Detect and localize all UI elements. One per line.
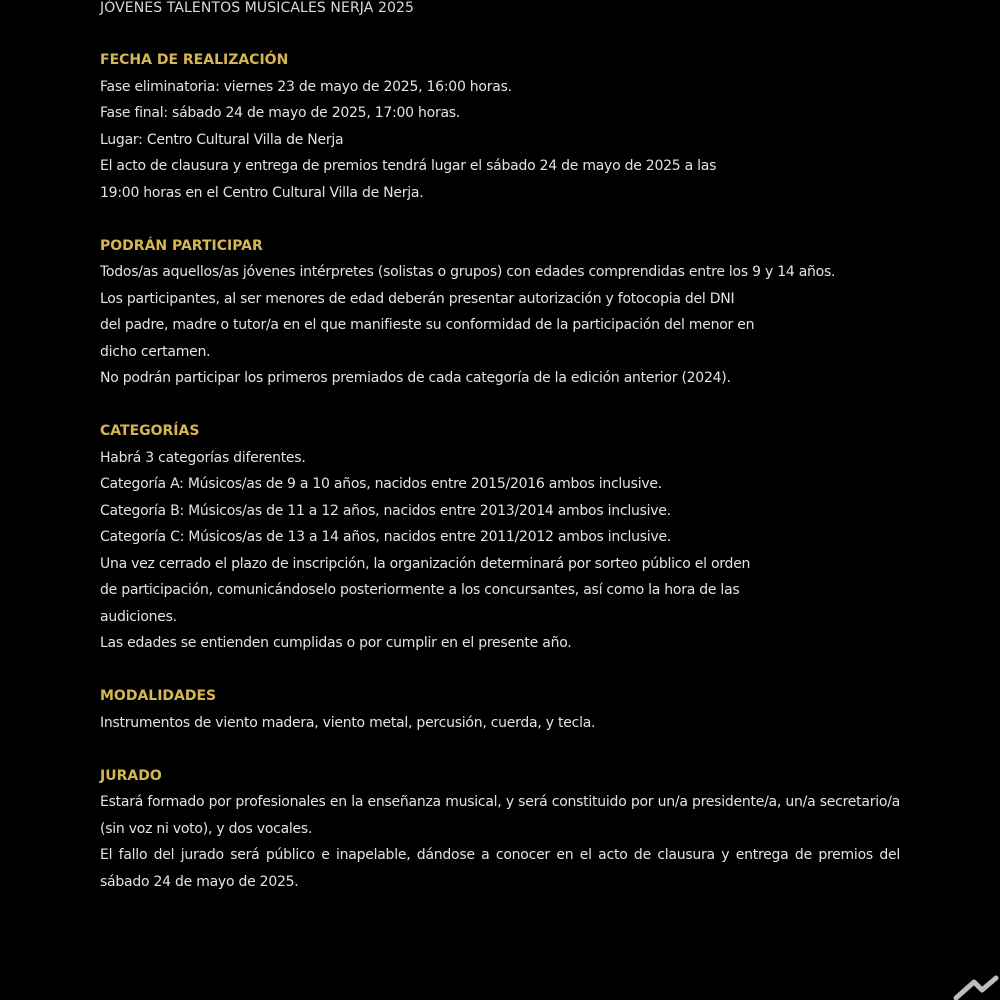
section-heading: MODALIDADES	[100, 688, 217, 704]
text-line: Lugar: Centro Cultural Villa de Nerja	[100, 131, 344, 148]
text-line: del padre, madre o tutor/a en el que manifieste su conformidad de la participación del menor en	[100, 317, 755, 333]
text-line: Categoría A: Músicos/as de 9 a 10 años, nacidos entre 2015/2016 ambos inclusive.	[100, 476, 662, 492]
text-line: 19:00 horas en el Centro Cultural Villa de Nerja.	[100, 184, 424, 201]
section-heading: CATEGORÍAS	[100, 423, 200, 439]
text-line: dicho certamen.	[100, 343, 211, 360]
text-paragraph: Estará formado por profesionales en la enseñanza musical, y será constituido por un/a presidente/a, un/a secretario/a (sin voz ni voto), y dos vocales.	[100, 794, 900, 837]
document-title: JÓVENES TALENTOS MUSICALES NERJA 2025	[100, 0, 415, 16]
section-heading: FECHA DE REALIZACIÓN	[100, 52, 289, 68]
chevron-up-icon	[952, 974, 1000, 1000]
document-body	[100, 47, 900, 922]
text-line: audiciones.	[100, 608, 177, 625]
section-fecha	[100, 47, 900, 206]
text-line: El acto de clausura y entrega de premios tendrá lugar el sábado 24 de mayo de 2025 a las	[100, 158, 717, 174]
text-line: Instrumentos de viento madera, viento metal, percusión, cuerda, y tecla.	[100, 714, 596, 731]
section-heading: JURADO	[100, 767, 162, 784]
section-heading: PODRÁN PARTICIPAR	[100, 237, 263, 254]
text-line: Fase final: sábado 24 de mayo de 2025, 17:00 horas.	[100, 105, 461, 121]
section-jurado	[100, 763, 900, 896]
text-paragraph: El fallo del jurado será público e inapelable, dándose a conocer en el acto de clausura y entrega de premios del sábado 24 de mayo de 2025.	[100, 847, 900, 890]
text-line: Todos/as aquellos/as jóvenes intérpretes (solistas o grupos) con edades comprendidas entre los 9 y 14 años.	[100, 264, 836, 280]
section-categorias	[100, 418, 900, 657]
text-line: No podrán participar los primeros premiados de cada categoría de la edición anterior (2024).	[100, 370, 731, 386]
text-line: Fase eliminatoria: viernes 23 de mayo de 2025, 16:00 horas.	[100, 78, 512, 95]
section-modalidades	[100, 683, 900, 736]
text-line: Categoría C: Músicos/as de 13 a 14 años, nacidos entre 2011/2012 ambos inclusive.	[100, 529, 672, 545]
text-line: Una vez cerrado el plazo de inscripción, la organización determinará por sorteo público el orden	[100, 555, 751, 572]
section-participar	[100, 233, 900, 392]
text-line: Categoría B: Músicos/as de 11 a 12 años, nacidos entre 2013/2014 ambos inclusive.	[100, 502, 671, 519]
text-line: Habrá 3 categorías diferentes.	[100, 449, 306, 466]
text-line: de participación, comunicándoselo posteriormente a los concursantes, así como la hora de las	[100, 582, 740, 598]
text-line: Los participantes, al ser menores de edad deberán presentar autorización y fotocopia del DNI	[100, 290, 735, 307]
text-line: Las edades se entienden cumplidas o por cumplir en el presente año.	[100, 635, 572, 651]
